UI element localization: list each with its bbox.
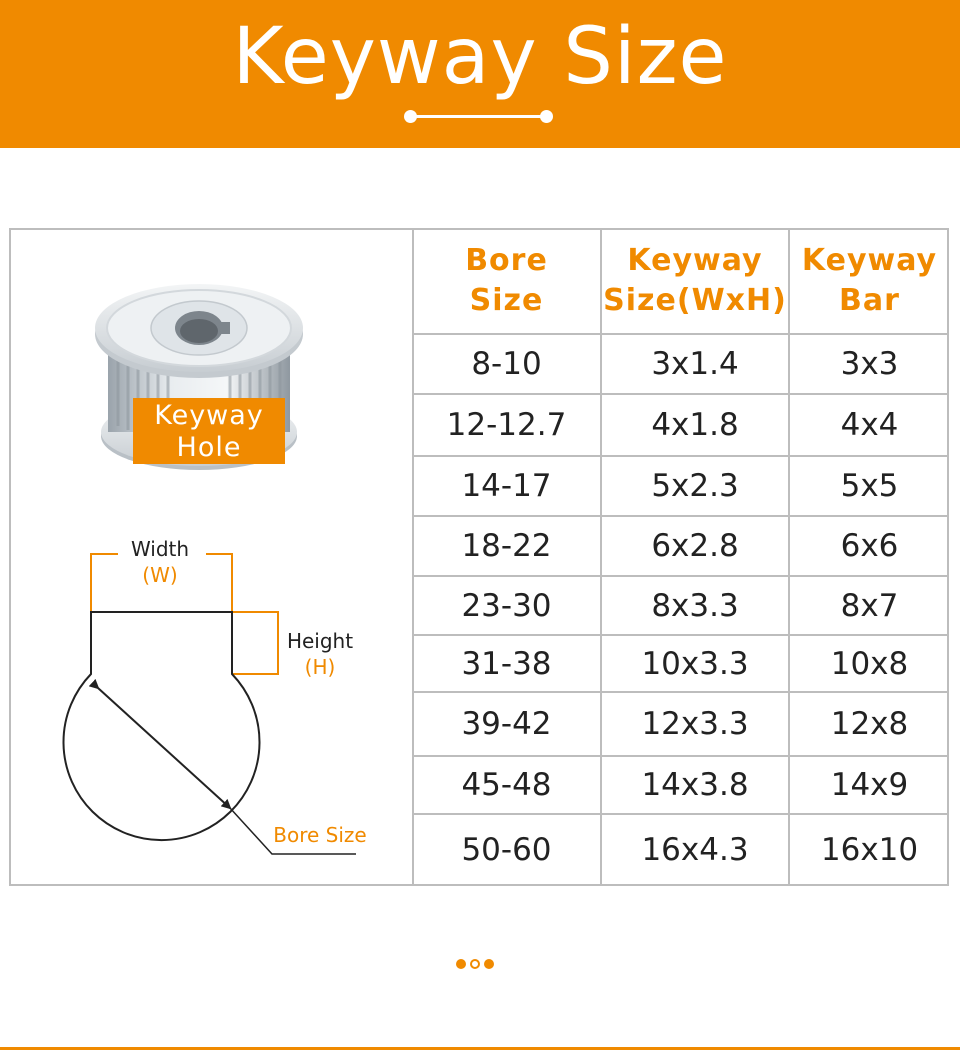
- table-row: [413, 692, 949, 756]
- table-row: [413, 576, 949, 635]
- bore-size-cell: 31-38: [413, 635, 601, 692]
- height-bracket: [232, 612, 278, 674]
- height-label: Height: [286, 629, 354, 653]
- table-header-row: [413, 229, 949, 334]
- keyway-hole-label-line1: Keyway: [154, 400, 264, 431]
- table-row: [413, 334, 949, 394]
- keyway-size-cell: 5x2.3: [601, 456, 789, 516]
- table-row: [413, 756, 949, 814]
- pager-dot[interactable]: [456, 959, 466, 969]
- page-title: Keyway Size: [232, 12, 728, 102]
- table-row: [413, 394, 949, 456]
- bore-size-cell: 12-12.7: [413, 394, 601, 456]
- bore-size-cell: 8-10: [413, 334, 601, 394]
- keyway-size-cell: 12x3.3: [601, 692, 789, 756]
- underline-dot-left: [404, 110, 417, 123]
- header-bore-size: Bore Size: [413, 229, 601, 334]
- keyway-size-cell: 3x1.4: [601, 334, 789, 394]
- bore-size-cell: 45-48: [413, 756, 601, 814]
- keyway-bar-cell: 5x5: [789, 456, 949, 516]
- bore-size-cell: 23-30: [413, 576, 601, 635]
- width-label: Width: [130, 537, 190, 561]
- keyway-size-cell: 6x2.8: [601, 516, 789, 576]
- width-bracket-right: [206, 554, 232, 612]
- keyway-size-cell: 8x3.3: [601, 576, 789, 635]
- title-underline: [410, 115, 546, 118]
- keyway-size-table: [413, 229, 949, 884]
- width-bracket-left: [91, 554, 118, 612]
- pager-dot[interactable]: [484, 959, 494, 969]
- width-symbol: (W): [142, 563, 178, 587]
- bore-size-cell: 14-17: [413, 456, 601, 516]
- keyway-size-cell: 10x3.3: [601, 635, 789, 692]
- header-keyway-size: Keyway Size(WxH): [601, 229, 789, 334]
- underline-dot-right: [540, 110, 553, 123]
- pager-dot-active[interactable]: [470, 959, 480, 969]
- keyway-bar-cell: 16x10: [789, 814, 949, 884]
- keyway-size-cell: 16x4.3: [601, 814, 789, 884]
- keyway-size-cell: 4x1.8: [601, 394, 789, 456]
- bore-size-cell: 39-42: [413, 692, 601, 756]
- keyway-bar-cell: 8x7: [789, 576, 949, 635]
- keyway-size-cell: 14x3.8: [601, 756, 789, 814]
- keyway-bar-cell: 6x6: [789, 516, 949, 576]
- bore-size-cell: 50-60: [413, 814, 601, 884]
- bore-size-cell: 18-22: [413, 516, 601, 576]
- table-row: [413, 635, 949, 692]
- keyway-bar-cell: 14x9: [789, 756, 949, 814]
- keyway-bar-cell: 10x8: [789, 635, 949, 692]
- keyway-hole-label-line2: Hole: [176, 432, 242, 463]
- table-row: [413, 516, 949, 576]
- keyway-bar-cell: 3x3: [789, 334, 949, 394]
- table-row: [413, 814, 949, 884]
- keyway-bar-cell: 12x8: [789, 692, 949, 756]
- keyway-bar-cell: 4x4: [789, 394, 949, 456]
- header-keyway-bar: Keyway Bar: [789, 229, 949, 334]
- keyway-diagram: [50, 530, 400, 870]
- height-symbol: (H): [304, 655, 336, 679]
- header-banner: [0, 0, 960, 148]
- bore-size-label: Bore Size: [273, 823, 367, 847]
- bore-circle: [64, 612, 260, 840]
- keyway-hole-label: [133, 398, 285, 464]
- table-row: [413, 456, 949, 516]
